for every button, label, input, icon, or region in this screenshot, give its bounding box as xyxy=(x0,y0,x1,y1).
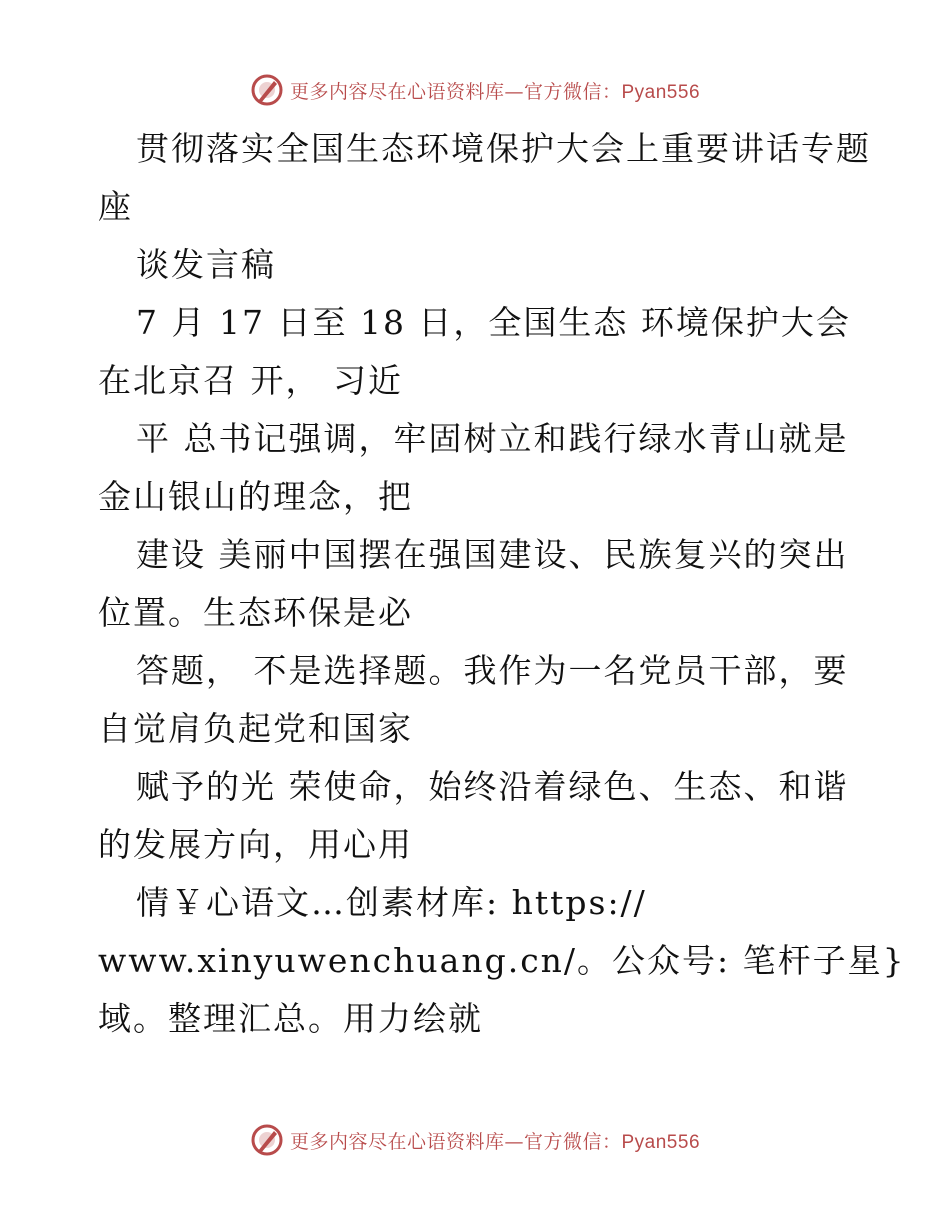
text-line: 情￥心语文…创素材库: https:// xyxy=(136,883,647,922)
watermark-wechat-id: Pyan556 xyxy=(621,81,701,103)
text-line: 答题， 不是选择题。我作为一名党员干部，要 xyxy=(136,651,849,690)
text-line: 位置。生态环保是必 xyxy=(98,593,413,632)
text-line: www.xinyuwenchuang.cn/。公众号: 笔杆子星} xyxy=(98,941,906,980)
watermark-contact: 官方微信： xyxy=(523,80,622,103)
text-line: 金山银山的理念，把 xyxy=(98,477,413,516)
watermark-slogan: 更多内容尽在心语资料库 xyxy=(289,80,505,103)
text-line: 平 总书记强调，牢固树立和践行绿水青山就是 xyxy=(136,419,849,458)
text-line: 7 月 17 日至 18 日，全国生态 环境保护大会 xyxy=(136,303,851,342)
text-line: 域。整理汇总。用力绘就 xyxy=(98,999,483,1038)
text-line: 赋予的光 荣使命，始终沿着绿色、生态、和谐 xyxy=(136,767,849,806)
watermark-slogan: 更多内容尽在心语资料库 xyxy=(289,1130,505,1153)
header-watermark xyxy=(0,70,950,110)
text-line: 贯彻落实全国生态环境保护大会上重要讲话专题 xyxy=(136,129,871,168)
text-line: 座 xyxy=(98,187,133,226)
watermark-text xyxy=(290,1127,700,1154)
watermark-separator: — xyxy=(504,1130,524,1153)
watermark-text xyxy=(290,77,700,104)
text-line: 建设 美丽中国摆在强国建设、民族复兴的突出 xyxy=(136,535,849,574)
document-body xyxy=(98,120,906,1048)
watermark-wechat-id: Pyan556 xyxy=(621,1131,701,1153)
footer-watermark xyxy=(0,1120,950,1160)
quill-seal-icon xyxy=(250,73,284,107)
watermark-contact: 官方微信： xyxy=(523,1130,622,1153)
text-line: 的发展方向，用心用 xyxy=(98,825,413,864)
watermark-separator: — xyxy=(504,80,524,103)
text-line: 谈发言稿 xyxy=(136,245,276,284)
quill-seal-icon xyxy=(250,1123,284,1157)
text-line: 在北京召 开， 习近 xyxy=(98,361,403,400)
text-line: 自觉肩负起党和国家 xyxy=(98,709,413,748)
